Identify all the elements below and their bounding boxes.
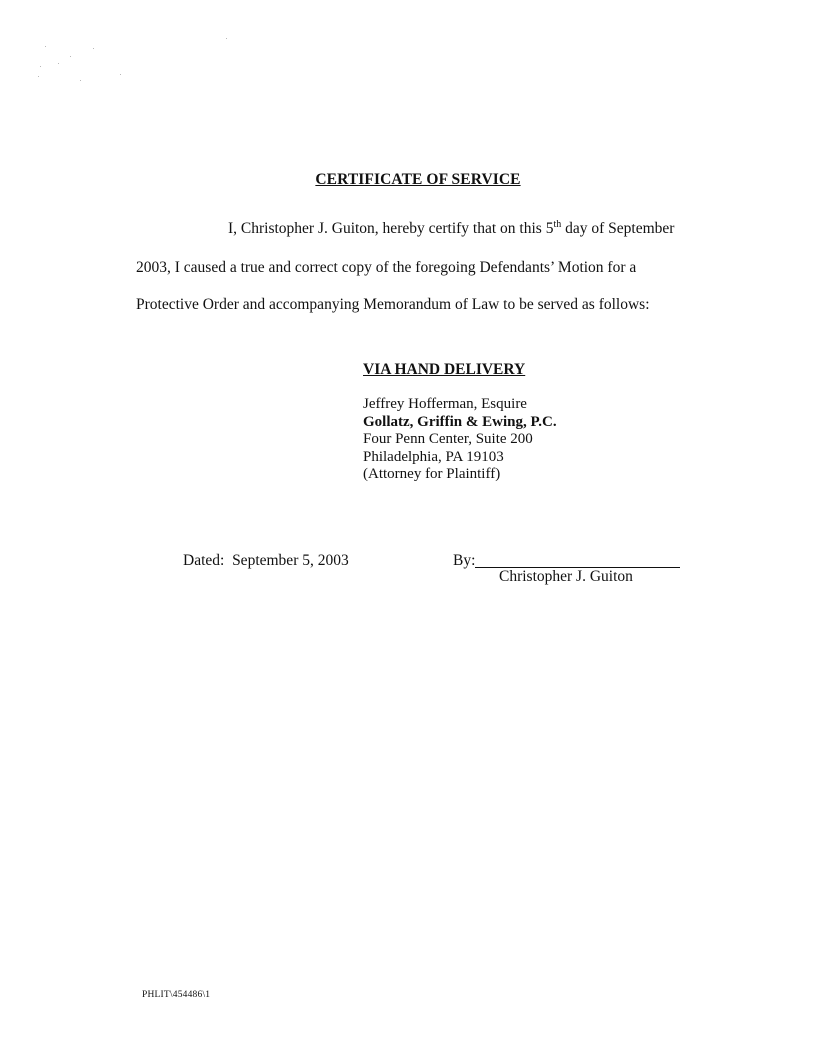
- certificate-line-2: 2003, I caused a true and correct copy of the foregoing Defendants’ Motion for a: [136, 259, 637, 276]
- certificate-line-3: Protective Order and accompanying Memorandum of Law to be served as follows:: [136, 296, 650, 313]
- delivery-method-heading: VIA HAND DELIVERY: [363, 361, 526, 378]
- recipient-role: (Attorney for Plaintiff): [363, 466, 501, 482]
- certificate-line-1-start: I, Christopher J. Guiton, hereby certify that on this 5: [228, 220, 554, 237]
- address-line-1: Four Penn Center, Suite 200: [363, 431, 533, 447]
- certificate-title: CERTIFICATE OF SERVICE: [315, 171, 521, 188]
- certificate-line-1-end: day of September: [561, 220, 675, 237]
- certificate-line-1: [228, 220, 674, 238]
- recipient-name: Jeffrey Hofferman, Esquire: [363, 396, 527, 412]
- signer-name: Christopher J. Guiton: [499, 568, 633, 585]
- document-id: PHLIT\454486\1: [142, 990, 211, 1000]
- recipient-address-block: [363, 396, 557, 484]
- dated-line: Dated: September 5, 2003: [183, 552, 349, 569]
- ordinal-suffix: th: [553, 219, 562, 230]
- address-line-2: Philadelphia, PA 19103: [363, 448, 504, 465]
- recipient-firm: Gollatz, Griffin & Ewing, P.C.: [363, 413, 557, 430]
- by-label: By:: [453, 552, 476, 569]
